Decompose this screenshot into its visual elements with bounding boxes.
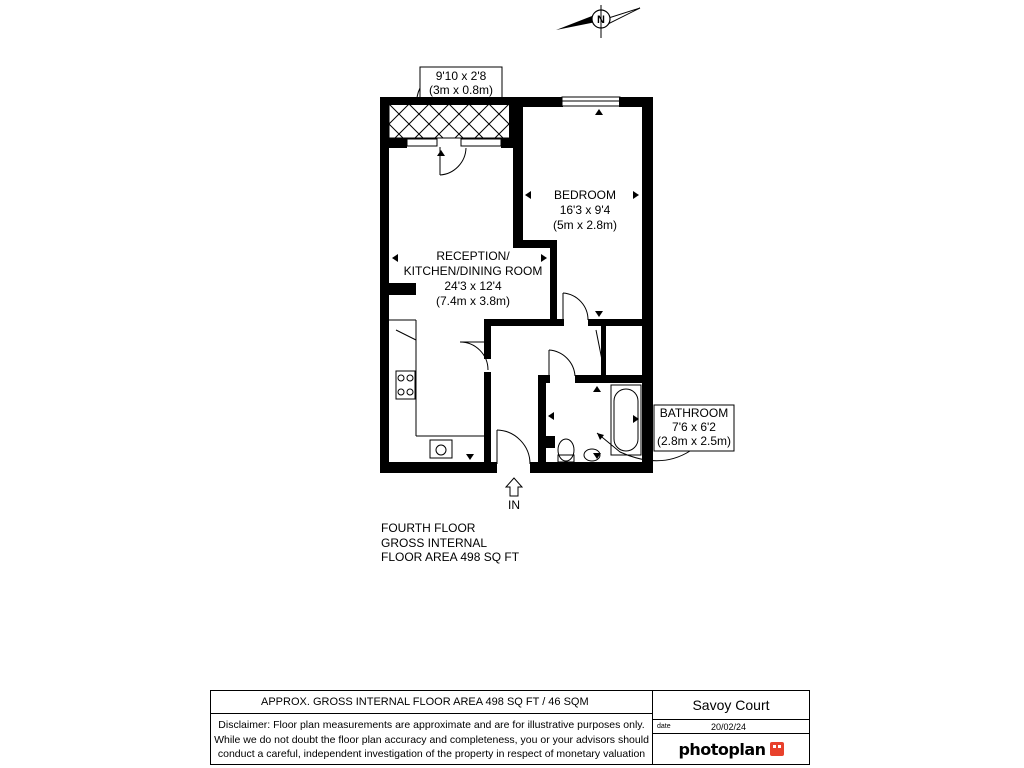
- date-row: [653, 720, 809, 734]
- compass-north-letter: N: [597, 14, 605, 26]
- bedroom-dims-metric: (5m x 2.8m): [552, 218, 618, 232]
- date-value: 20/02/24: [711, 722, 747, 732]
- photoplan-logo: [653, 734, 809, 764]
- bathroom-fittings: [558, 385, 641, 462]
- balcony: [389, 104, 513, 138]
- bedroom-dims-imperial: 16'3 x 9'4: [559, 203, 611, 217]
- compass-icon: [556, 5, 640, 38]
- reception-label: [404, 249, 543, 308]
- footer-left: [211, 691, 653, 764]
- floor-info-line1: FOURTH FLOOR: [381, 521, 476, 535]
- reception-dims-imperial: 24'3 x 12'4: [444, 279, 502, 293]
- entrance-arrow-icon: [506, 478, 522, 512]
- disclaimer-line3: conduct a careful, independent investigation of the property in respect of monetary valuation: [217, 748, 646, 760]
- reception-name-line2: KITCHEN/DINING ROOM: [403, 264, 543, 278]
- floor-info: [381, 521, 519, 565]
- floor-info-line3: FLOOR AREA 498 SQ FT: [381, 550, 520, 564]
- reception-name-line1: RECEPTION/: [436, 249, 510, 263]
- walls: [380, 97, 653, 473]
- bedroom-label: [553, 188, 617, 232]
- bathroom-dims-metric: (2.8m x 2.5m): [656, 434, 732, 448]
- bathroom-label: [597, 405, 734, 461]
- disclaimer-line2: While we do not doubt the floor plan accuracy and completeness, you or your advisors should: [214, 733, 649, 746]
- property-name: Savoy Court: [653, 691, 809, 720]
- footer-area: APPROX. GROSS INTERNAL FLOOR AREA 498 SQ FT / 46 SQM: [211, 691, 652, 714]
- photoplan-logo-icon: [770, 742, 784, 756]
- date-label: date: [657, 723, 671, 730]
- reception-dims-metric: (7.4m x 3.8m): [435, 294, 511, 308]
- floor-info-line2: GROSS INTERNAL: [381, 535, 488, 550]
- bathroom-dims-imperial: 7'6 x 6'2: [672, 420, 716, 434]
- footer-info-box: [210, 690, 810, 765]
- disclaimer-line1: Disclaimer: Floor plan measurements are approximate and are for illustrative purposes only.: [218, 719, 645, 731]
- footer-disclaimer: [211, 714, 652, 762]
- kitchen-fittings: [389, 320, 484, 458]
- balcony-dims-imperial: 9'10 x 2'8: [435, 69, 487, 83]
- bedroom-name: BEDROOM: [553, 188, 617, 202]
- entrance-label: IN: [508, 498, 520, 512]
- bathroom-name: BATHROOM: [659, 406, 729, 420]
- brand-name: photoplan: [678, 739, 766, 759]
- footer-right: [653, 691, 809, 764]
- balcony-dims-metric: (3m x 0.8m): [428, 83, 494, 97]
